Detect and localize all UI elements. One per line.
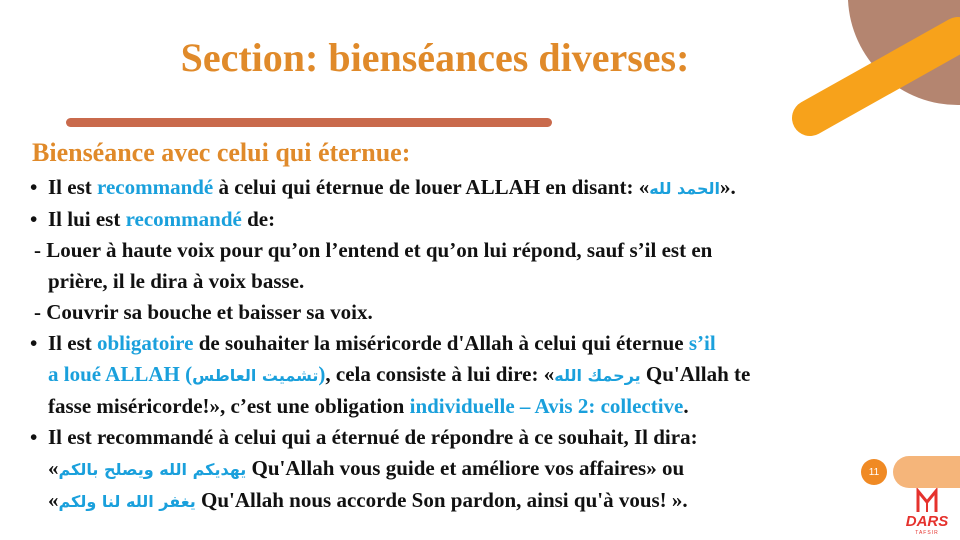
- text-segment: , cela consiste à lui dire: «: [325, 362, 555, 386]
- content-body: [30, 172, 935, 517]
- text-segment: prière, il le dira à voix basse.: [48, 269, 305, 293]
- text-segment: Il est: [48, 331, 97, 355]
- text-segment: Louer à haute voix pour qu’on l’entend et qu’on lui répond, sauf s’il est en: [46, 238, 713, 262]
- highlight-text: obligatoire: [97, 331, 194, 355]
- text-segment: Il est recommandé à celui qui a éternué de répondre à ce souhait, Il dira:: [48, 425, 698, 449]
- text-segment: à celui qui éternue de louer ALLAH en disant: «: [213, 175, 650, 199]
- bullet-line-4: [30, 422, 935, 453]
- dash-line-2: [30, 297, 935, 328]
- bullet-line-2: [30, 204, 935, 235]
- highlight-text: recommandé: [97, 175, 214, 199]
- continuation-line: [30, 453, 935, 485]
- highlight-text: recommandé: [125, 207, 242, 231]
- text-segment: ».: [720, 175, 736, 199]
- title-underline-bar: [66, 118, 552, 127]
- bullet-icon: •: [30, 175, 38, 199]
- arabic-text: يغفر الله لنا ولكم: [58, 492, 196, 511]
- continuation-line: [30, 266, 935, 297]
- text-segment: Qu'Allah te: [640, 362, 751, 386]
- page-number-bar: [893, 456, 960, 488]
- continuation-line: [30, 391, 935, 422]
- text-segment: de souhaiter la miséricorde d'Allah à celui qui éternue: [193, 331, 689, 355]
- text-segment: «: [48, 488, 59, 512]
- dars-logo: [898, 488, 956, 538]
- bullet-line-1: [30, 172, 935, 204]
- arabic-text: يهديكم الله ويصلح بالكم: [58, 460, 247, 479]
- bullet-line-3: [30, 328, 935, 359]
- highlight-text: individuelle – Avis 2: collective: [409, 394, 684, 418]
- text-segment: .: [683, 394, 689, 418]
- text-segment: Il est: [48, 175, 97, 199]
- text-segment: «: [48, 456, 59, 480]
- dash-line-1: [30, 235, 935, 266]
- section-subtitle: Bienséance avec celui qui éternue:: [32, 138, 411, 167]
- highlight-text: ): [318, 362, 326, 386]
- dash-icon: -: [34, 238, 41, 262]
- bullet-icon: •: [30, 207, 38, 231]
- page-title: Section: bienséances diverses:: [180, 35, 690, 80]
- text-segment: Couvrir sa bouche et baisser sa voix.: [46, 300, 373, 324]
- arabic-text: تشميت العاطس: [192, 366, 319, 385]
- logo-text: DARS: [905, 513, 949, 530]
- bullet-icon: •: [30, 331, 38, 355]
- text-segment: Il lui est: [48, 207, 126, 231]
- text-segment: de:: [241, 207, 276, 231]
- highlight-text: a loué ALLAH (: [48, 362, 193, 386]
- text-segment: Qu'Allah nous accorde Son pardon, ainsi qu'à vous! ».: [195, 488, 688, 512]
- logo-tagline: TAFSIR: [915, 530, 939, 536]
- highlight-text: s’il: [688, 331, 716, 355]
- continuation-line: [30, 485, 935, 517]
- dash-icon: -: [34, 300, 41, 324]
- logo-mark-icon: [915, 488, 939, 514]
- arabic-text: الحمد لله: [649, 179, 721, 198]
- continuation-line: [30, 359, 935, 391]
- bullet-icon: •: [30, 425, 38, 449]
- text-segment: fasse miséricorde!», c’est une obligation: [48, 394, 410, 418]
- text-segment: Qu'Allah vous guide et améliore vos affaires» ou: [246, 456, 685, 480]
- page-number: 11: [861, 459, 887, 485]
- arabic-text: يرحمك الله: [554, 366, 641, 385]
